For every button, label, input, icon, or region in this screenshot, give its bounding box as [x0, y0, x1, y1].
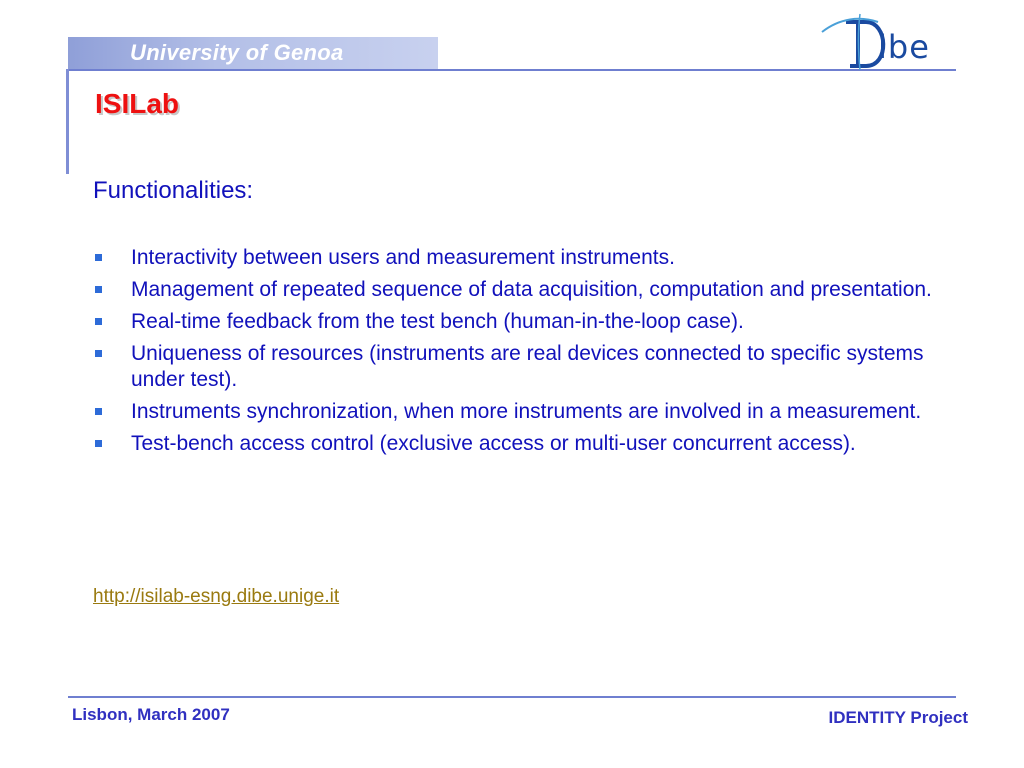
university-title: University of Genoa — [130, 40, 344, 65]
bullet-item — [93, 399, 953, 425]
footer-project: IDENTITY Project — [828, 708, 968, 727]
bullet-item — [93, 309, 953, 335]
square-bullet-icon — [95, 408, 102, 415]
bullet-item — [93, 341, 953, 393]
footer-divider — [68, 696, 956, 698]
bullet-item — [93, 431, 953, 457]
isilab-link[interactable]: http://isilab-esng.dibe.unige.it — [93, 586, 340, 607]
square-bullet-icon — [95, 318, 102, 325]
left-divider — [66, 69, 69, 174]
slide-title: ISILab — [95, 88, 180, 119]
bullet-item — [93, 277, 953, 303]
subheading: Functionalities: — [93, 177, 254, 204]
bullet-text: Uniqueness of resources (instruments are real devices connected to specific systems under test). — [131, 342, 924, 391]
bullet-text: Real-time feedback from the test bench (human-in-the-loop case). — [131, 310, 744, 333]
bullet-text: Interactivity between users and measurement instruments. — [131, 246, 675, 269]
bullet-list — [93, 245, 953, 463]
dibe-logo-text: ibe — [878, 28, 930, 66]
footer-location-date: Lisbon, March 2007 — [72, 705, 230, 724]
bullet-item — [93, 245, 953, 271]
square-bullet-icon — [95, 440, 102, 447]
bullet-text: Test-bench access control (exclusive access or multi-user concurrent access). — [131, 432, 856, 455]
bullet-text: Instruments synchronization, when more instruments are involved in a measurement. — [131, 400, 922, 423]
square-bullet-icon — [95, 350, 102, 357]
square-bullet-icon — [95, 286, 102, 293]
bullet-text: Management of repeated sequence of data acquisition, computation and presentation. — [131, 278, 932, 301]
square-bullet-icon — [95, 254, 102, 261]
